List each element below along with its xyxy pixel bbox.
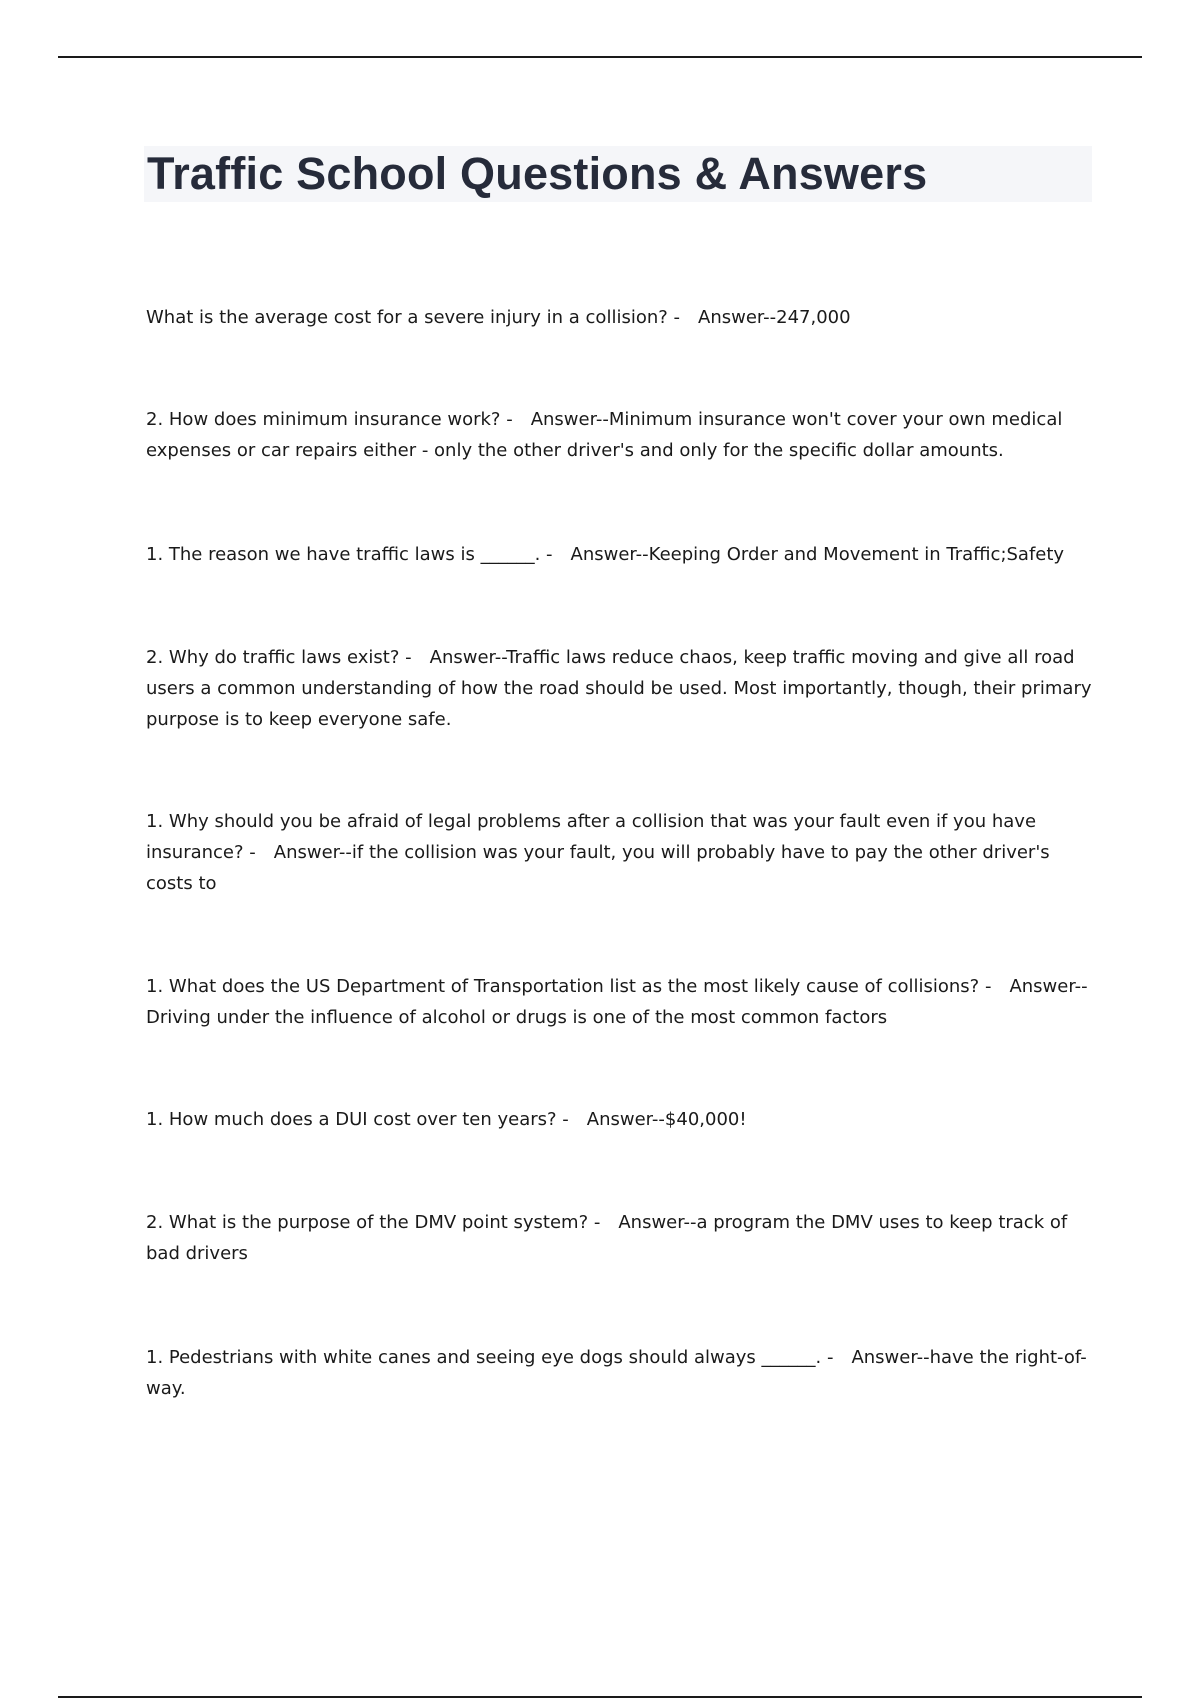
question-text: 2. How does minimum insurance work? - [146, 409, 513, 430]
question-text: 2. Why do traffic laws exist? - [146, 647, 412, 668]
top-rule [58, 56, 1142, 58]
bottom-rule [58, 1696, 1142, 1698]
answer-text: Answer--if the collision was your fault, you will probably have to pay the other driver's costs to [146, 842, 1050, 894]
answer-text: Answer--$40,000! [586, 1109, 747, 1130]
qa-item [146, 302, 1094, 333]
answer-text: Answer--Keeping Order and Movement in Traffic;Safety [570, 544, 1065, 565]
question-text: What is the average cost for a severe injury in a collision? - [146, 307, 681, 328]
answer-text: Answer--Driving under the influence of alcohol or drugs is one of the most common factors [146, 976, 1088, 1028]
qa-item [146, 1342, 1094, 1404]
qa-item [146, 539, 1094, 570]
question-text: 1. Why should you be afraid of legal problems after a collision that was your fault even if you have insurance? - [146, 811, 1037, 863]
question-text: 2. What is the purpose of the DMV point system? - [146, 1212, 601, 1233]
question-text: 1. The reason we have traffic laws is ______. - [146, 544, 553, 565]
question-text: 1. What does the US Department of Transportation list as the most likely cause of collisions? - [146, 976, 992, 997]
qa-item [146, 971, 1094, 1033]
answer-text: Answer--247,000 [698, 307, 851, 328]
answer-text: Answer--have the right-of-way. [146, 1347, 1087, 1399]
qa-item [146, 1207, 1094, 1269]
document-title: Traffic School Questions & Answers [147, 148, 928, 199]
answer-text: Answer--a program the DMV uses to keep track of bad drivers [146, 1212, 1068, 1264]
qa-item [146, 806, 1094, 899]
answer-text: Answer--Minimum insurance won't cover your own medical expenses or car repairs either - only the other driver's and only for the specific dollar amounts. [146, 409, 1063, 461]
qa-item [146, 404, 1094, 466]
question-text: 1. How much does a DUI cost over ten years? - [146, 1109, 569, 1130]
answer-text: Answer--Traffic laws reduce chaos, keep traffic moving and give all road users a common understanding of how the road should be used. Most importantly, though, their primary purpose is to keep everyone safe. [146, 647, 1092, 730]
qa-item [146, 1104, 1094, 1135]
question-text: 1. Pedestrians with white canes and seeing eye dogs should always ______. - [146, 1347, 834, 1368]
qa-item [146, 642, 1094, 735]
